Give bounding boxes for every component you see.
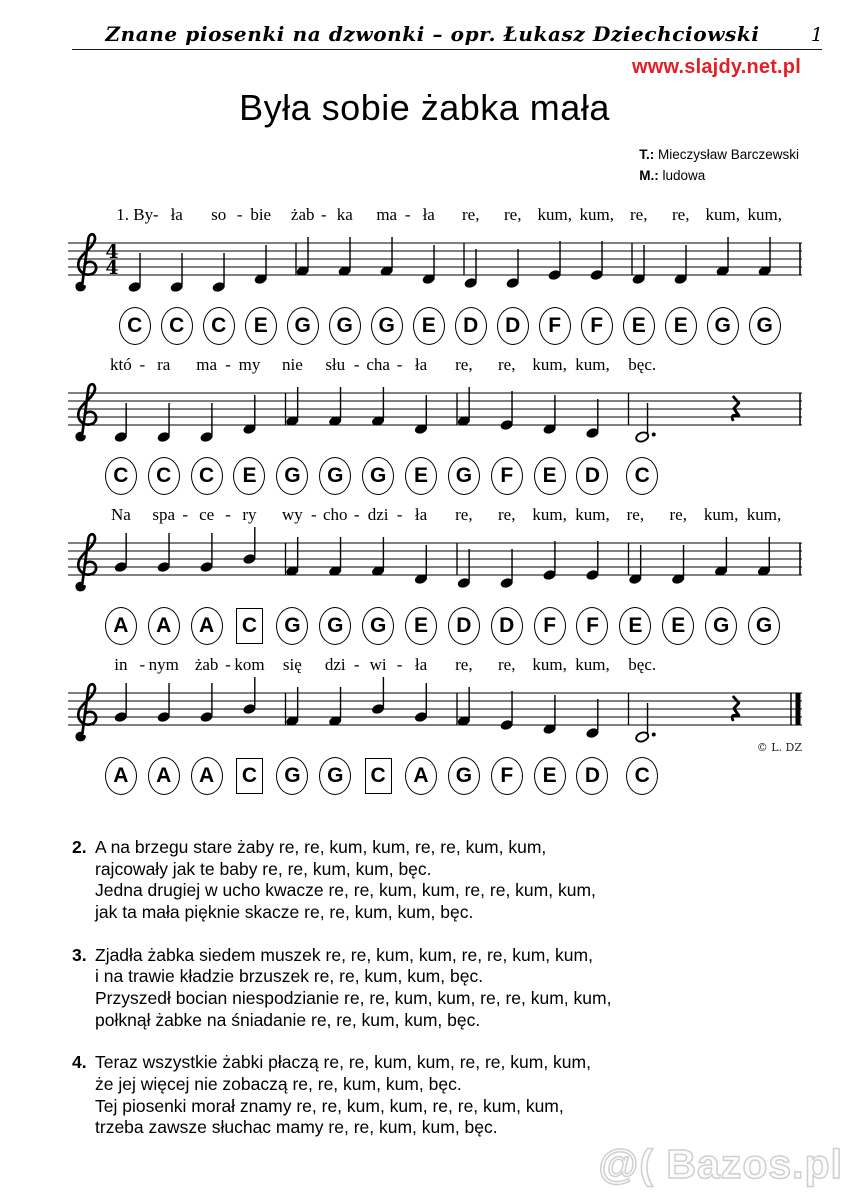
- lyric-syllable: cho: [322, 504, 348, 524]
- lyric-syllable: bie: [250, 204, 272, 224]
- lyric-syllable: bęc.: [628, 354, 657, 374]
- augmentation-dot: [652, 432, 656, 436]
- note-letter-row: [68, 605, 802, 649]
- lyric-syllable: kum,: [579, 204, 614, 224]
- website-link[interactable]: www.slajdy.net.pl: [632, 56, 801, 78]
- note-letter-circle: A: [405, 757, 437, 795]
- music-systems: [68, 203, 849, 799]
- lyric-hyphen: -: [139, 654, 146, 674]
- note-letter-circle: G: [276, 607, 308, 645]
- lyric-hyphen: -: [236, 204, 243, 224]
- lyric-syllable: któ: [109, 354, 132, 374]
- note-letter-circle: C: [191, 457, 223, 495]
- note-letter-square: C: [236, 758, 263, 794]
- song-title: Była sobie żabka mała: [239, 87, 610, 128]
- lyric-syllable: re,: [498, 354, 516, 374]
- lyric-syllable: ła: [170, 204, 183, 224]
- lyric-hyphen: -: [353, 354, 360, 374]
- lyric-line: [68, 503, 802, 527]
- lyric-syllable: wy: [281, 504, 303, 524]
- lyric-hyphen: -: [225, 654, 231, 674]
- lyric-hyphen: -: [320, 204, 327, 224]
- note-letter-circle: G: [276, 457, 308, 495]
- lyric-syllable: ła: [414, 504, 428, 524]
- time-signature: 4: [105, 240, 119, 263]
- note-letter-circle: E: [534, 457, 566, 495]
- lyric-syllable: ła: [414, 654, 428, 674]
- note-letter-circle: C: [626, 457, 658, 495]
- augmentation-dot: [652, 732, 656, 736]
- verse-line: i na trawie kładzie brzuszek re, re, kum, kum, bęc.: [95, 966, 484, 987]
- note-letter-circle: D: [455, 307, 487, 345]
- lyric-syllable: kum,: [532, 654, 567, 674]
- music-system-3: [68, 503, 802, 649]
- note-letter-circle: C: [119, 307, 151, 345]
- time-signature: 4: [105, 256, 119, 279]
- note-letter-circle: A: [148, 607, 180, 645]
- lyric-syllable: re,: [455, 654, 473, 674]
- music-system-1: [68, 203, 802, 349]
- lyric-syllable: nie: [281, 354, 303, 374]
- lyric-syllable: Na: [110, 504, 131, 524]
- note-letter-circle: D: [576, 457, 608, 495]
- note-letter-circle: E: [233, 457, 265, 495]
- verse-line: Zjadła żabka siedem muszek re, re, kum, kum, re, re, kum, kum,: [95, 944, 593, 965]
- credits-block: [0, 145, 849, 187]
- verse-line: że jej więcej nie zobaczą re, re, kum, kum, bęc.: [95, 1074, 462, 1095]
- lyric-syllable: re,: [455, 504, 473, 524]
- note-letter-circle: E: [405, 607, 437, 645]
- verse-2: 2. A na brzegu stare żaby re, re, kum, kum, re, re, kum, kum, rajcowały jak te baby re, re, kum, kum, bęc. Jedna drugiej w ucho kwacze re, re, kum, kum, re, re, kum, kum, jak ta mała pięknie skacze re, re, kum, kum, bęc.: [72, 836, 596, 922]
- page-number: 1: [810, 24, 823, 46]
- note-letter-row: [68, 305, 802, 349]
- lyric-syllable: kum,: [532, 354, 567, 374]
- lyric-syllable: kum,: [747, 204, 782, 224]
- note-letter-circle: G: [748, 607, 780, 645]
- lyric-syllable: kum,: [575, 354, 610, 374]
- lyric-syllable: spa: [152, 504, 176, 524]
- page-header: [0, 0, 849, 46]
- lyric-syllable: nym: [148, 654, 179, 674]
- lyric-syllable: re,: [629, 204, 648, 224]
- lyric-syllable: kum,: [532, 504, 567, 524]
- verse-4: 4. Teraz wszystkie żabki płaczą re, re, kum, kum, re, re, kum, kum, że jej więcej nie zobaczą re, re, kum, kum, bęc. Tej piosenki morał znamy re, re, kum, kum, re, re, kum, kum, trzeba zawsze słuchac mamy re, re, kum, kum, bęc.: [72, 1052, 591, 1138]
- note-letter-circle: C: [626, 757, 658, 795]
- note-letter-circle: D: [576, 757, 608, 795]
- note-letter-circle: F: [539, 307, 571, 345]
- engraver-copyright: © L. DZ: [756, 740, 802, 754]
- lyric-syllable: wi: [369, 654, 387, 674]
- lyric-hyphen: -: [396, 504, 403, 524]
- staff-4: [68, 677, 802, 755]
- note-letter-circle: E: [619, 607, 651, 645]
- lyric-syllable: ra: [157, 354, 171, 374]
- lyric-syllable: kum,: [537, 204, 572, 224]
- lyric-syllable: kum,: [705, 204, 740, 224]
- lyric-syllable: re,: [498, 504, 516, 524]
- lyric-syllable: żab: [194, 654, 219, 674]
- music-system-2: [68, 353, 802, 499]
- note-letter-row: [68, 455, 802, 499]
- lyric-syllable: dzi: [324, 654, 346, 674]
- series-title: Znane piosenki na dzwonki – opr. Łukasz Dziechciowski: [105, 22, 760, 46]
- note-letter-circle: G: [276, 757, 308, 795]
- note-letter-circle: F: [581, 307, 613, 345]
- lyric-syllable: re,: [671, 204, 690, 224]
- lyrics-credit: T.: Mieczysław Barczewski: [639, 147, 799, 162]
- lyric-syllable: ma: [376, 204, 398, 224]
- note-letter-circle: G: [319, 457, 351, 495]
- note-letter-circle: A: [191, 757, 223, 795]
- note-letter-circle: G: [287, 307, 319, 345]
- note-letter-circle: G: [705, 607, 737, 645]
- verse-line: Jedna drugiej w ucho kwacze re, re, kum, kum, re, re, kum, kum,: [95, 880, 596, 901]
- lyric-syllable: re,: [669, 504, 687, 524]
- lyric-syllable: żab: [290, 204, 315, 224]
- lyric-syllable: kum,: [575, 654, 610, 674]
- note-letter-circle: G: [707, 307, 739, 345]
- note-letter-circle: G: [319, 607, 351, 645]
- verse-3: 3. Zjadła żabka siedem muszek re, re, kum, kum, re, re, kum, kum, i na trawie kładzie brzuszek re, re, kum, kum, bęc. Przyszedł bocian niespodzianie re, re, kum, kum, re, re, kum, kum, połknął żabke na śniadanie re, re, kum, kum, bęc.: [72, 944, 612, 1030]
- lyric-hyphen: -: [152, 204, 159, 224]
- note-letter-circle: G: [362, 457, 394, 495]
- note-letter-circle: A: [105, 607, 137, 645]
- note-letter-circle: G: [448, 757, 480, 795]
- lyric-syllable: kum,: [703, 504, 739, 524]
- bazos-watermark: @( Bazos.pl: [598, 1141, 843, 1187]
- note-letter-circle: A: [148, 757, 180, 795]
- lyric-hyphen: -: [396, 354, 403, 374]
- note-letter-circle: F: [491, 757, 523, 795]
- note-letter-circle: E: [413, 307, 445, 345]
- lyric-syllable: dzi: [367, 504, 389, 524]
- header-rule: [72, 49, 822, 50]
- staff-3: [68, 527, 802, 605]
- note-letter-circle: C: [203, 307, 235, 345]
- lyric-hyphen: -: [396, 654, 403, 674]
- lyric-syllable: ce: [199, 504, 215, 524]
- note-letter-circle: D: [448, 607, 480, 645]
- note-letter-square: C: [365, 758, 392, 794]
- note-letter-circle: F: [491, 457, 523, 495]
- note-letter-row: [68, 755, 802, 799]
- lyric-syllable: ła: [422, 204, 435, 224]
- note-letter-circle: D: [491, 607, 523, 645]
- lyric-syllable: in: [114, 654, 128, 674]
- lyric-syllable: 1. By: [116, 204, 154, 224]
- lyric-syllable: re,: [498, 654, 516, 674]
- verses-block: [0, 803, 849, 1139]
- verse-line: rajcowały jak te baby re, re, kum, kum, bęc.: [95, 858, 432, 879]
- note-letter-circle: C: [105, 457, 137, 495]
- final-barline-thick: [796, 693, 801, 725]
- note-letter-circle: E: [662, 607, 694, 645]
- lyric-hyphen: -: [139, 354, 146, 374]
- lyric-line: [68, 353, 802, 377]
- note-letter-circle: G: [329, 307, 361, 345]
- note-letter-circle: E: [245, 307, 277, 345]
- verse-line: Przyszedł bocian niespodzianie re, re, kum, kum, re, re, kum, kum,: [95, 987, 612, 1008]
- lyric-hyphen: -: [310, 504, 317, 524]
- verse-line: połknął żabke na śniadanie re, re, kum, kum, bęc.: [95, 1009, 481, 1030]
- note-letter-circle: E: [665, 307, 697, 345]
- lyric-syllable: bęc.: [628, 654, 657, 674]
- lyric-syllable: re,: [461, 204, 480, 224]
- lyric-hyphen: -: [353, 654, 360, 674]
- lyric-syllable: słu: [325, 354, 346, 374]
- music-credit: M.: ludowa: [639, 167, 706, 183]
- lyric-syllable: ła: [414, 354, 428, 374]
- lyric-hyphen: -: [182, 504, 189, 524]
- lyric-line: [68, 653, 802, 677]
- lyric-line: [68, 203, 802, 227]
- lyric-syllable: ka: [336, 204, 353, 224]
- lyric-syllable: ma: [196, 354, 217, 374]
- lyric-syllable: cha: [366, 354, 390, 374]
- note-letter-circle: D: [497, 307, 529, 345]
- staff-2: [68, 377, 802, 455]
- staff-1: [68, 227, 802, 305]
- lyric-syllable: kum,: [575, 504, 610, 524]
- note-letter-circle: C: [148, 457, 180, 495]
- lyric-syllable: kum,: [746, 504, 782, 524]
- music-system-4: [68, 653, 802, 799]
- verse-line: Teraz wszystkie żabki płaczą re, re, kum, kum, re, re, kum, kum,: [95, 1052, 591, 1073]
- note-letter-circle: G: [319, 757, 351, 795]
- note-letter-circle: G: [371, 307, 403, 345]
- note-letter-circle: E: [405, 457, 437, 495]
- note-letter-circle: G: [749, 307, 781, 345]
- note-letter-circle: E: [623, 307, 655, 345]
- note-letter-circle: A: [191, 607, 223, 645]
- note-letter-circle: F: [534, 607, 566, 645]
- note-letter-circle: G: [448, 457, 480, 495]
- note-letter-circle: G: [362, 607, 394, 645]
- note-letter-square: C: [236, 608, 263, 644]
- lyric-syllable: re,: [503, 204, 522, 224]
- lyric-hyphen: -: [225, 354, 231, 374]
- note-letter-circle: A: [105, 757, 137, 795]
- lyric-syllable: my: [238, 354, 261, 374]
- verse-line: trzeba zawsze słuchac mamy re, re, kum, kum, bęc.: [95, 1117, 498, 1138]
- verse-line: Tej piosenki morał znamy re, re, kum, kum, re, re, kum, kum,: [95, 1095, 564, 1116]
- verse-line: jak ta mała pięknie skacze re, re, kum, kum, bęc.: [95, 901, 474, 922]
- lyric-syllable: re,: [626, 504, 645, 524]
- lyric-syllable: re,: [455, 354, 473, 374]
- note-letter-circle: E: [534, 757, 566, 795]
- lyric-hyphen: -: [353, 504, 360, 524]
- lyric-syllable: ry: [242, 504, 257, 524]
- lyric-hyphen: -: [225, 504, 231, 524]
- note-letter-circle: F: [576, 607, 608, 645]
- lyric-syllable: so: [211, 204, 227, 224]
- lyric-syllable: kom: [234, 654, 265, 674]
- lyric-hyphen: -: [404, 204, 411, 224]
- lyric-syllable: się: [282, 654, 302, 674]
- verse-line: A na brzegu stare żaby re, re, kum, kum, re, re, kum, kum,: [95, 836, 547, 857]
- note-letter-circle: C: [161, 307, 193, 345]
